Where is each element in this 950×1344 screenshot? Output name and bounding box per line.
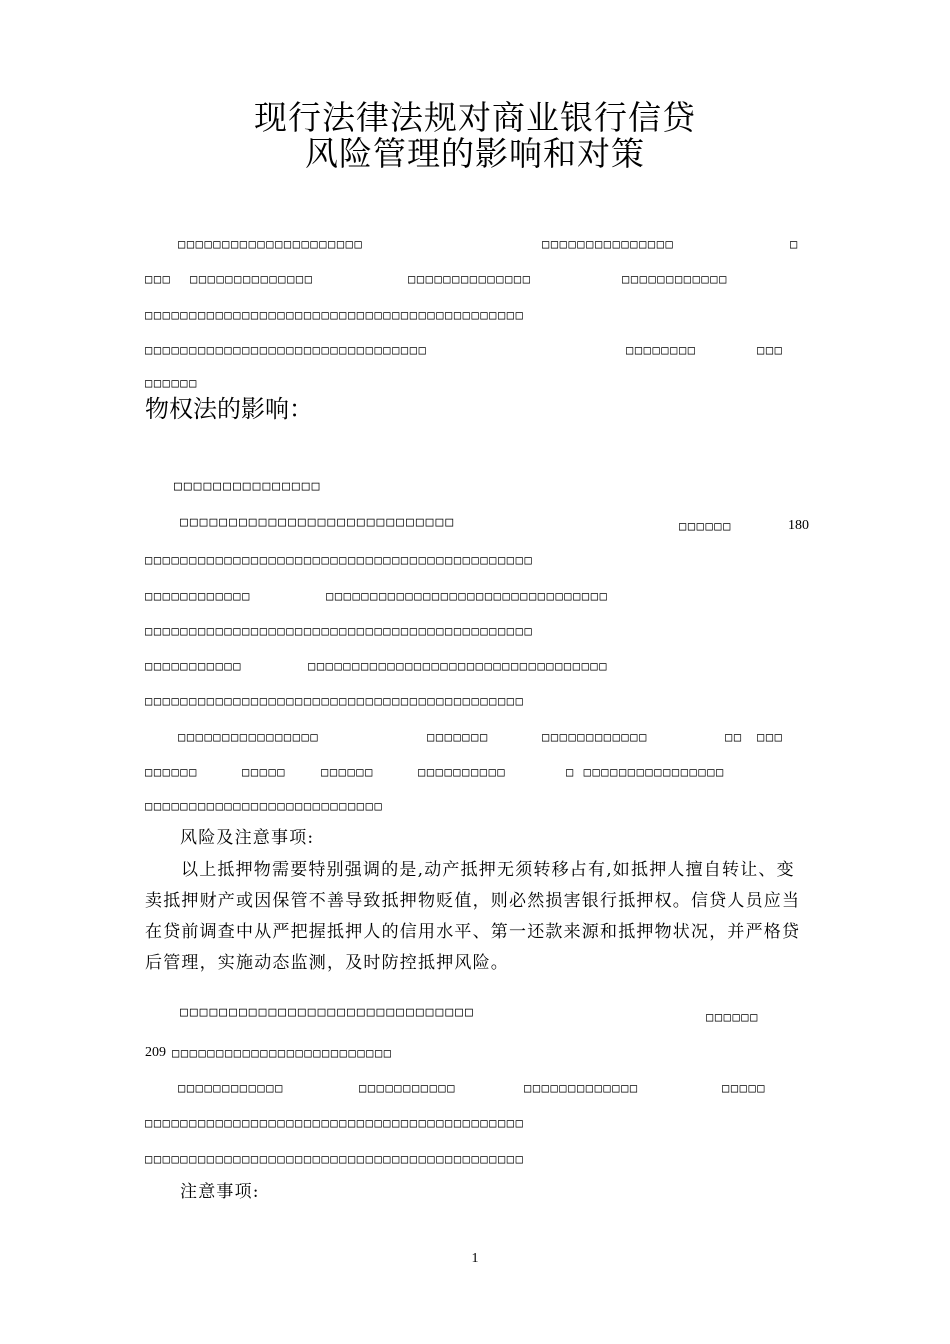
intro-text: □□□□□□□□ (626, 343, 697, 357)
body-text: □□□□□□ (706, 1010, 759, 1024)
intro-text: □□□□□□ (145, 376, 198, 390)
body-text: □□□□□□□□□□□□□□□□□□□□□□□□□ (172, 1046, 393, 1060)
intro-text: □□□□□□□□□□□□□□□ (542, 237, 675, 251)
page-title-line2: 风险管理的影响和对策 (305, 134, 645, 173)
body-text: □□□□□□□□□□□□□□□□□□□□□□□□□□□□□□□□ (326, 589, 609, 603)
body-text: □□□□□□□□□□□□□□□□□□□□□□□□□□□□□□□□□□ (308, 659, 609, 673)
body-text: □□□□□□□ (427, 730, 489, 744)
intro-text: □□□□□□□□□□□□□□ (190, 272, 314, 286)
article-number: 209 (145, 1045, 166, 1060)
body-text: □□□□□□□□□□□□ (542, 730, 648, 744)
body-text: □□□□□□□□□□□□□□□□□□□□□□□□□□□□□□ (180, 1005, 475, 1020)
body-text: □□□□□□□□□□□ (359, 1081, 457, 1095)
body-text: □□□□□□□□□□□□□□□□□□□□□□□□□□□□ (180, 515, 456, 530)
body-text: □□□□□□□□□□□□□□□□□□□□□□□□□□□□□□□□□□□□□□□□□□□□ (145, 553, 534, 567)
page-number: 1 (471, 1251, 479, 1266)
intro-text: □□□ (757, 343, 784, 357)
intro-text: □ (790, 237, 799, 251)
body-text: □□□□□□□□□□□□□□□□□□□□□□□□□□□□□□□□□□□□□□□□□□□ (145, 694, 525, 708)
body-text: □□□□□□ (145, 765, 198, 779)
body-text: □□ (725, 730, 743, 744)
body-text: □□□□□□□□□□□□ (145, 589, 251, 603)
body-text: □□□□□□□□□□□□□□□□□□□□□□□□□□□□□□□□□□□□□□□□□□□ (145, 1152, 525, 1166)
body-text: □□□□□□□□□□□□□□□□□□□□□□□□□□□□□□□□□□□□□□□□□□□□ (145, 624, 534, 638)
risk-paragraph: 以上抵押物需要特别强调的是,动产抵押无须转移占有,如抵押人擅自转让、变卖抵押财产或因保管不善导致抵押物贬值，则必然损害银行抵押权。信贷人员应当在贷前调查中从严把握抵押人的信用水平、第一还款来源和抵押物状况，并严格贷后管理，实施动态监测，及时防控抵押风险。 (145, 860, 801, 973)
body-text: □□□□□□ (321, 765, 374, 779)
body-text: □□□□□□□□□□□□□□□□ (178, 730, 320, 744)
body-text: □□□□□□□□□□□□□ (524, 1081, 639, 1095)
intro-text: □□□ (145, 272, 172, 286)
article-number: 180 (788, 518, 809, 533)
body-text: □□□□□□ (679, 519, 732, 533)
intro-text: □□□□□□□□□□□□□□□□□□□□□ (178, 237, 364, 251)
page-title-line1: 现行法律法规对商业银行信贷 (254, 98, 696, 137)
body-text: □□□□□□□□□□ (418, 765, 507, 779)
risk-label: 风险及注意事项: (180, 828, 315, 848)
body-text: □ □□□□□□□□□□□□□□□□ (566, 765, 725, 779)
body-text: □□□□□□□□□□□□□□□□□□□□□□□□□□□□□□□□□□□□□□□□□□□ (145, 1116, 525, 1130)
body-text: □□□□□□□□□□□ (145, 659, 243, 673)
body-text: □□□□□ (722, 1081, 767, 1095)
intro-text: □□□□□□□□□□□□□□□□□□□□□□□□□□□□□□□□□□□□□□□□□□□ (145, 308, 525, 322)
body-text: □□□□□ (242, 765, 287, 779)
section-heading: 物权法的影响： (145, 395, 313, 423)
intro-text: □□□□□□□□□□□□□□□□□□□□□□□□□□□□□□□□ (145, 343, 428, 357)
body-text: □□□□□□□□□□□□□□□□□□□□□□□□□□□ (145, 799, 384, 813)
intro-text: □□□□□□□□□□□□ (622, 272, 728, 286)
body-text: □□□□□□□□□□□□ (178, 1081, 284, 1095)
body-text: □□□ (757, 730, 784, 744)
intro-text: □□□□□□□□□□□□□□ (408, 272, 532, 286)
note-label: 注意事项: (180, 1182, 260, 1202)
subheading: □□□□□□□□□□□□□□□ (174, 479, 322, 494)
